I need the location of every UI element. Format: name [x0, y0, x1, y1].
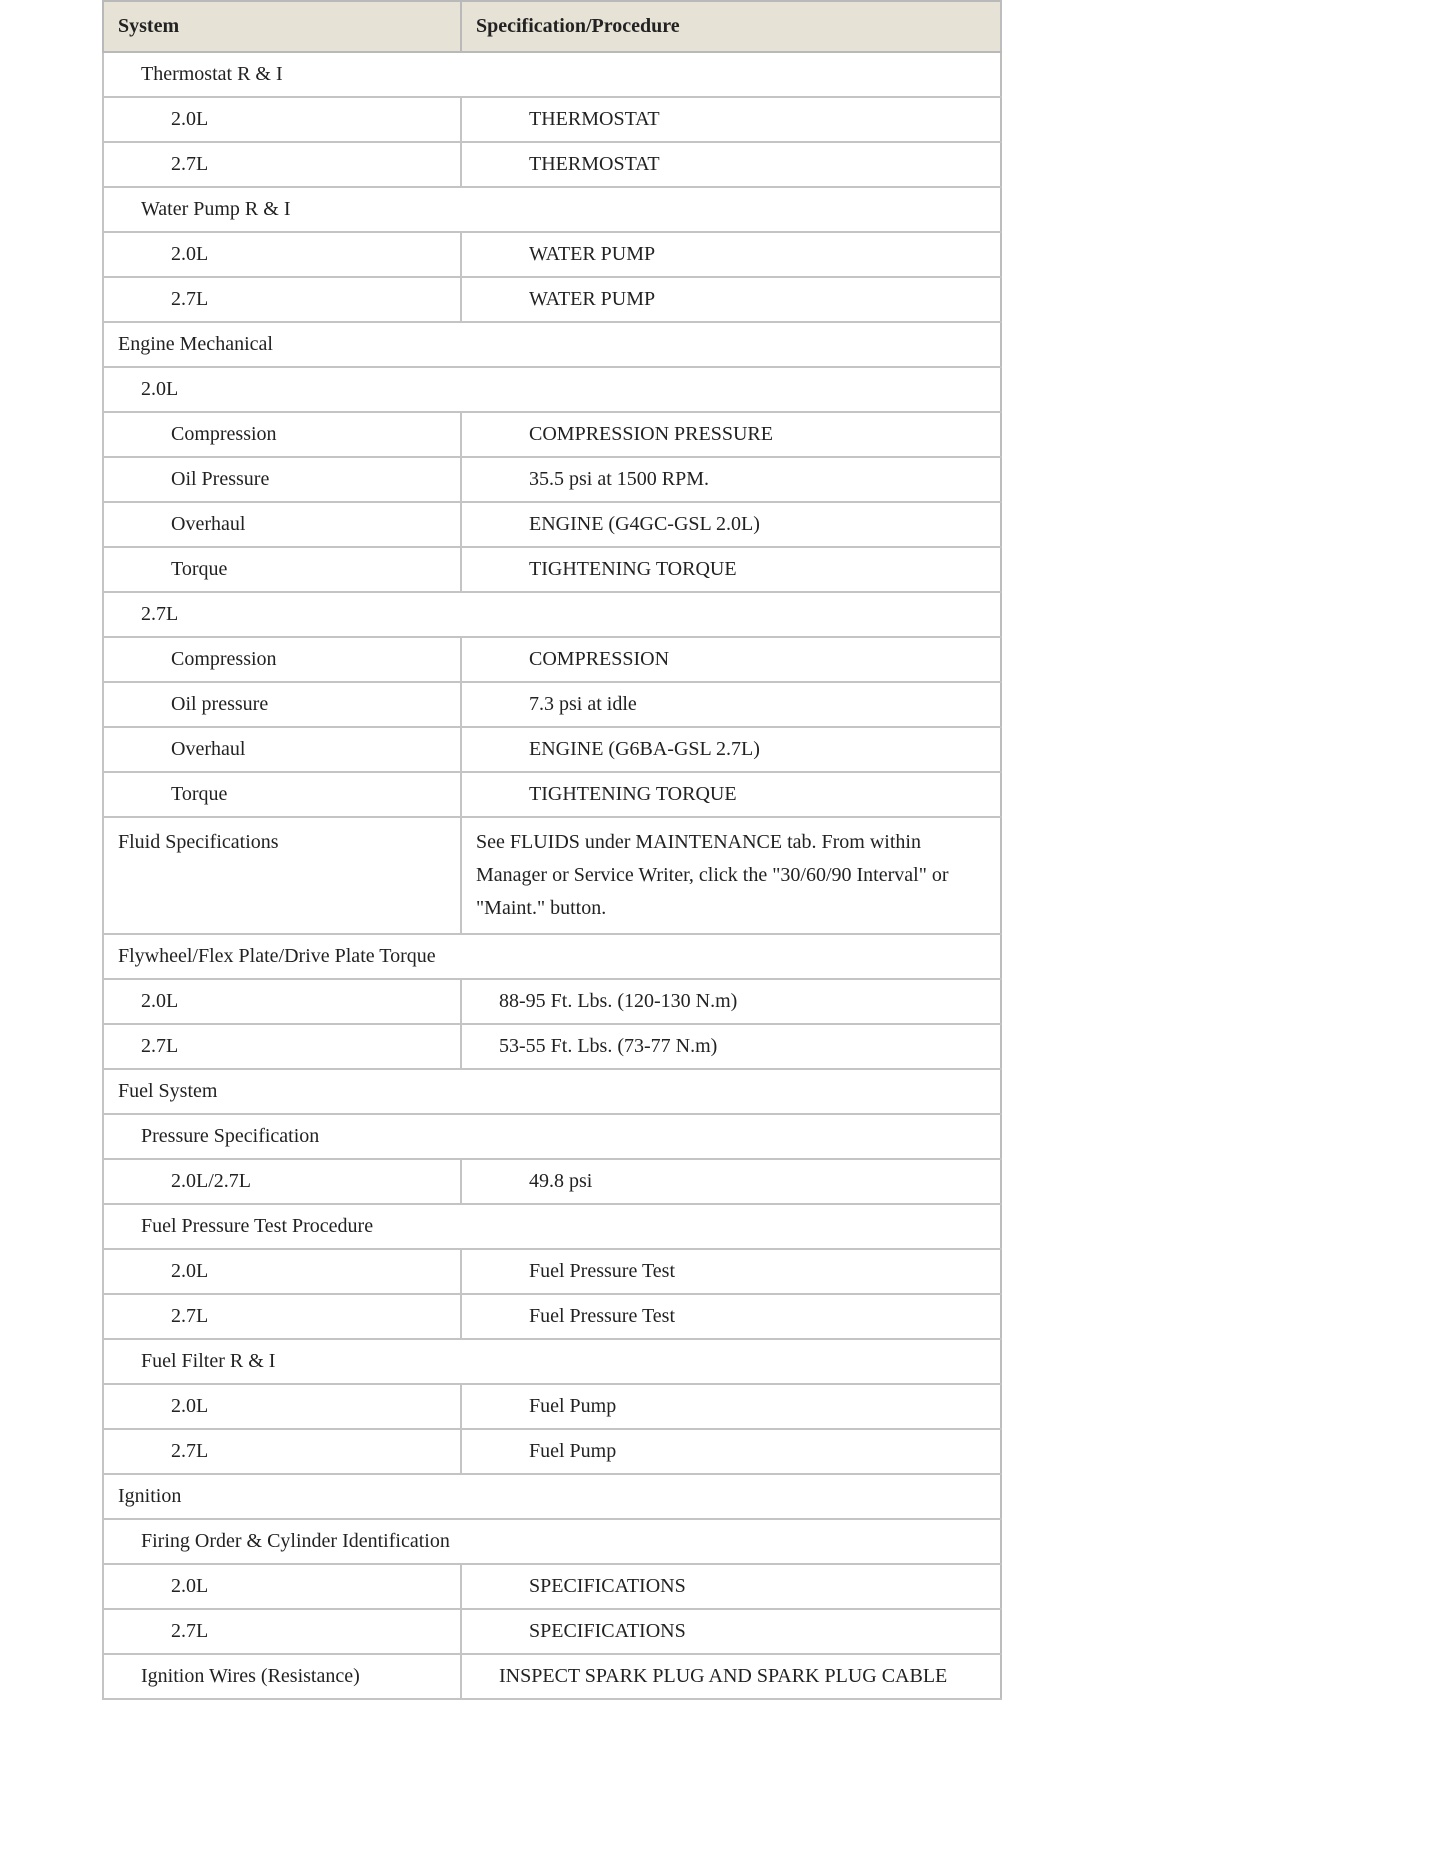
spec-cell: WATER PUMP [461, 232, 1001, 277]
system-cell: 2.0L [103, 1249, 461, 1294]
table-row [103, 412, 1001, 457]
table-body [103, 52, 1001, 1699]
spec-cell: THERMOSTAT [461, 97, 1001, 142]
table-row [103, 547, 1001, 592]
spec-cell: 7.3 psi at idle [461, 682, 1001, 727]
table-row [103, 232, 1001, 277]
spec-cell: COMPRESSION PRESSURE [461, 412, 1001, 457]
table-row [103, 1564, 1001, 1609]
spec-cell: TIGHTENING TORQUE [461, 772, 1001, 817]
section-row [103, 1519, 1001, 1564]
system-cell: 2.7L [103, 1024, 461, 1069]
system-cell: 2.7L [103, 142, 461, 187]
spec-cell: WATER PUMP [461, 277, 1001, 322]
spec-cell: 49.8 psi [461, 1159, 1001, 1204]
section-row [103, 322, 1001, 367]
system-cell: Fluid Specifications [103, 817, 461, 934]
system-cell: 2.7L [103, 1609, 461, 1654]
system-cell: 2.0L [103, 1564, 461, 1609]
table-row [103, 979, 1001, 1024]
system-cell: 2.7L [103, 277, 461, 322]
system-cell: 2.0L/2.7L [103, 1159, 461, 1204]
system-cell: Torque [103, 547, 461, 592]
spec-cell: Fuel Pressure Test [461, 1249, 1001, 1294]
spec-cell: 35.5 psi at 1500 RPM. [461, 457, 1001, 502]
specification-table [102, 0, 1002, 1700]
spec-cell: COMPRESSION [461, 637, 1001, 682]
section-row [103, 52, 1001, 97]
section-row [103, 934, 1001, 979]
spec-cell: INSPECT SPARK PLUG AND SPARK PLUG CABLE [461, 1654, 1001, 1699]
section-label: Ignition [103, 1474, 1001, 1519]
section-row [103, 367, 1001, 412]
column-header-system: System [103, 1, 461, 52]
system-cell: Oil Pressure [103, 457, 461, 502]
section-row [103, 187, 1001, 232]
table-row [103, 1384, 1001, 1429]
section-label: Fuel System [103, 1069, 1001, 1114]
table-row [103, 727, 1001, 772]
system-cell: 2.7L [103, 1294, 461, 1339]
table-row [103, 457, 1001, 502]
section-label: Fuel Filter R & I [103, 1339, 1001, 1384]
system-cell: 2.0L [103, 232, 461, 277]
system-cell: 2.7L [103, 1429, 461, 1474]
column-header-spec: Specification/Procedure [461, 1, 1001, 52]
table-row [103, 637, 1001, 682]
spec-cell: Fuel Pump [461, 1384, 1001, 1429]
table-row [103, 817, 1001, 934]
table-row [103, 1249, 1001, 1294]
section-label: Water Pump R & I [103, 187, 1001, 232]
system-cell: Oil pressure [103, 682, 461, 727]
section-row [103, 1474, 1001, 1519]
spec-cell: TIGHTENING TORQUE [461, 547, 1001, 592]
system-cell: 2.0L [103, 979, 461, 1024]
table-row [103, 772, 1001, 817]
section-label: Engine Mechanical [103, 322, 1001, 367]
table-row [103, 97, 1001, 142]
system-cell: Overhaul [103, 727, 461, 772]
spec-cell: Fuel Pressure Test [461, 1294, 1001, 1339]
system-cell: Overhaul [103, 502, 461, 547]
spec-cell: 88-95 Ft. Lbs. (120-130 N.m) [461, 979, 1001, 1024]
section-label: 2.0L [103, 367, 1001, 412]
section-label: Firing Order & Cylinder Identification [103, 1519, 1001, 1564]
table-row [103, 1429, 1001, 1474]
system-cell: Ignition Wires (Resistance) [103, 1654, 461, 1699]
table-row [103, 1159, 1001, 1204]
table-row [103, 1654, 1001, 1699]
table-header-row [103, 1, 1001, 52]
table-row [103, 682, 1001, 727]
system-cell: Compression [103, 637, 461, 682]
spec-cell: SPECIFICATIONS [461, 1609, 1001, 1654]
table-row [103, 1024, 1001, 1069]
section-label: 2.7L [103, 592, 1001, 637]
section-row [103, 1204, 1001, 1249]
system-cell: Compression [103, 412, 461, 457]
spec-cell: Fuel Pump [461, 1429, 1001, 1474]
spec-cell: ENGINE (G6BA-GSL 2.7L) [461, 727, 1001, 772]
spec-cell: SPECIFICATIONS [461, 1564, 1001, 1609]
spec-cell: ENGINE (G4GC-GSL 2.0L) [461, 502, 1001, 547]
table-row [103, 1294, 1001, 1339]
system-cell: Torque [103, 772, 461, 817]
section-label: Fuel Pressure Test Procedure [103, 1204, 1001, 1249]
system-cell: 2.0L [103, 97, 461, 142]
section-row [103, 1339, 1001, 1384]
table-row [103, 1609, 1001, 1654]
table-row [103, 142, 1001, 187]
section-label: Pressure Specification [103, 1114, 1001, 1159]
table-row [103, 277, 1001, 322]
spec-cell: THERMOSTAT [461, 142, 1001, 187]
section-row [103, 592, 1001, 637]
spec-cell: 53-55 Ft. Lbs. (73-77 N.m) [461, 1024, 1001, 1069]
section-label: Flywheel/Flex Plate/Drive Plate Torque [103, 934, 1001, 979]
section-row [103, 1069, 1001, 1114]
section-row [103, 1114, 1001, 1159]
section-label: Thermostat R & I [103, 52, 1001, 97]
system-cell: 2.0L [103, 1384, 461, 1429]
table-row [103, 502, 1001, 547]
spec-cell: See FLUIDS under MAINTENANCE tab. From within Manager or Service Writer, click the "30/60/90 Interval" or "Maint." button. [461, 817, 1001, 934]
